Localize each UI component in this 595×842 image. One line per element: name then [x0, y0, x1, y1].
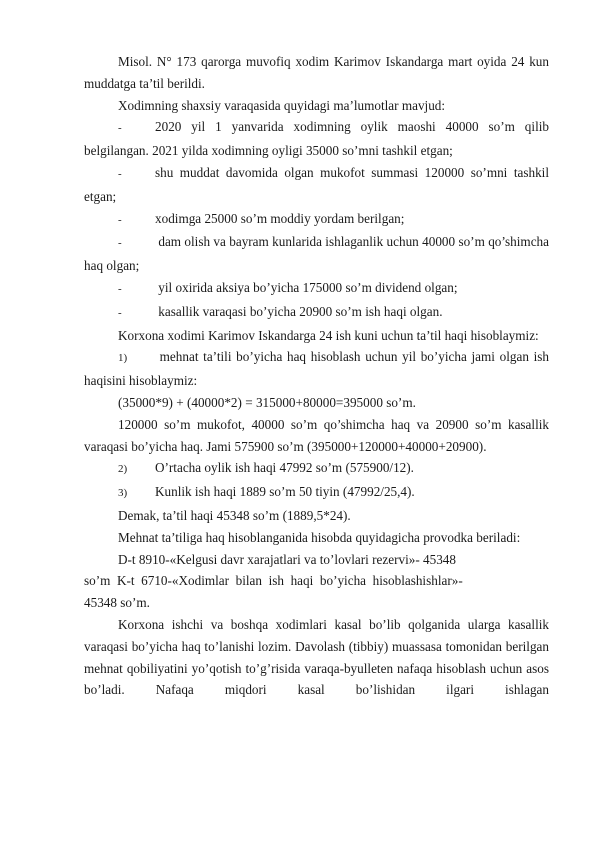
posting-intro: Mehnat ta’tiliga haq hisoblanganida hisobda quyidagicha provodka beriladi:	[118, 529, 521, 545]
numbered-item	[84, 346, 549, 392]
posting-debit-line: D-t 8910-«Kelgusi davr xarajatlari va to’lovlari rezervi»- 45348	[118, 551, 456, 567]
document-page	[84, 51, 549, 701]
numbered-item-text: Kunlik ish haqi 1889 so’m 50 tiyin (47992/25,4).	[155, 484, 415, 500]
dash-marker: -	[118, 306, 122, 319]
posting-amount-line: 45348 so’m.	[84, 595, 150, 611]
vacation-calc-intro: Korxona xodimi Karimov Iskandarga 24 ish kuni uchun ta’til haqi hisoblaymiz:	[118, 327, 539, 343]
personal-card-intro: Xodimning shaxsiy varaqasida quyidagi ma’lumotlar mavjud:	[118, 97, 446, 113]
list-item-text: xodimga 25000 so’m moddiy yordam berilgan;	[155, 210, 405, 226]
numbered-item	[84, 481, 549, 505]
list-item	[84, 231, 549, 277]
list-item	[84, 277, 549, 301]
number-marker: 2)	[118, 463, 128, 476]
dash-marker: -	[118, 282, 122, 295]
sick-leave-paragraph: Korxona ishchi va boshqa xodimlari kasal bo’lib qolganida ularga kasallik varaqasi bo’yicha haq to’lanishi lozim. Davolash (tibbiy) muassasa tomonidan berilgan mehnat qobiliyatini yo’qotish to’g’risida varaqa-byulleten nafaqa hisoblash uchun asos bo’ladi. Nafaqa miqdori kasal bo’lishidan ilgari ishlagan	[84, 616, 549, 698]
number-marker: 3)	[118, 487, 128, 500]
list-item	[84, 301, 549, 325]
dash-marker: -	[118, 237, 122, 250]
vacation-pay-result: Demak, ta’til haqi 45348 so’m (1889,5*24).	[118, 507, 351, 523]
posting-credit-line: so’m K-t 6710-«Xodimlar bilan ish haqi bo’yicha hisoblashishlar»-	[84, 573, 463, 589]
numbered-item-text: mehnat ta’tili bo’yicha haq hisoblash uchun yil bo’yicha jami olgan ish haqisini hisoblaymiz:	[84, 349, 549, 389]
dash-marker: -	[118, 213, 122, 226]
calculation-line: (35000*9) + (40000*2) = 315000+80000=395000 so’m.	[118, 394, 416, 410]
example-intro: Misol. N° 173 qarorga muvofiq xodim Karimov Iskandarga mart oyida 24 kun muddatga ta’til berildi.	[84, 54, 549, 91]
list-item-text: dam olish va bayram kunlarida ishlaganlik uchun 40000 so’m qo’shimcha haq olgan;	[84, 234, 549, 274]
list-item	[84, 116, 549, 162]
calculation-total: 120000 so’m mukofot, 40000 so’m qo’shimcha haq va 20900 so’m kasallik varaqasi bo’yicha haq. Jami 575900 so’m (395000+120000+40000+20900).	[84, 416, 549, 454]
list-item	[84, 208, 549, 232]
number-marker: 1)	[118, 352, 128, 365]
dash-marker: -	[118, 122, 122, 135]
list-item-text: 2020 yil 1 yanvarida xodimning oylik maoshi 40000 so’m qilib belgilangan. 2021 yilda xodimning oyligi 35000 so’mni tashkil etgan;	[84, 119, 549, 159]
dash-marker: -	[118, 167, 122, 180]
list-item-text: kasallik varaqasi bo’yicha 20900 so’m ish haqi olgan.	[155, 303, 443, 319]
list-item	[84, 162, 549, 208]
numbered-item	[84, 457, 549, 481]
list-item-text: yil oxirida aksiya bo’yicha 175000 so’m dividend olgan;	[155, 279, 458, 295]
numbered-item-text: O’rtacha oylik ish haqi 47992 so’m (575900/12).	[155, 460, 414, 476]
list-item-text: shu muddat davomida olgan mukofot summasi 120000 so’mni tashkil etgan;	[84, 164, 549, 204]
